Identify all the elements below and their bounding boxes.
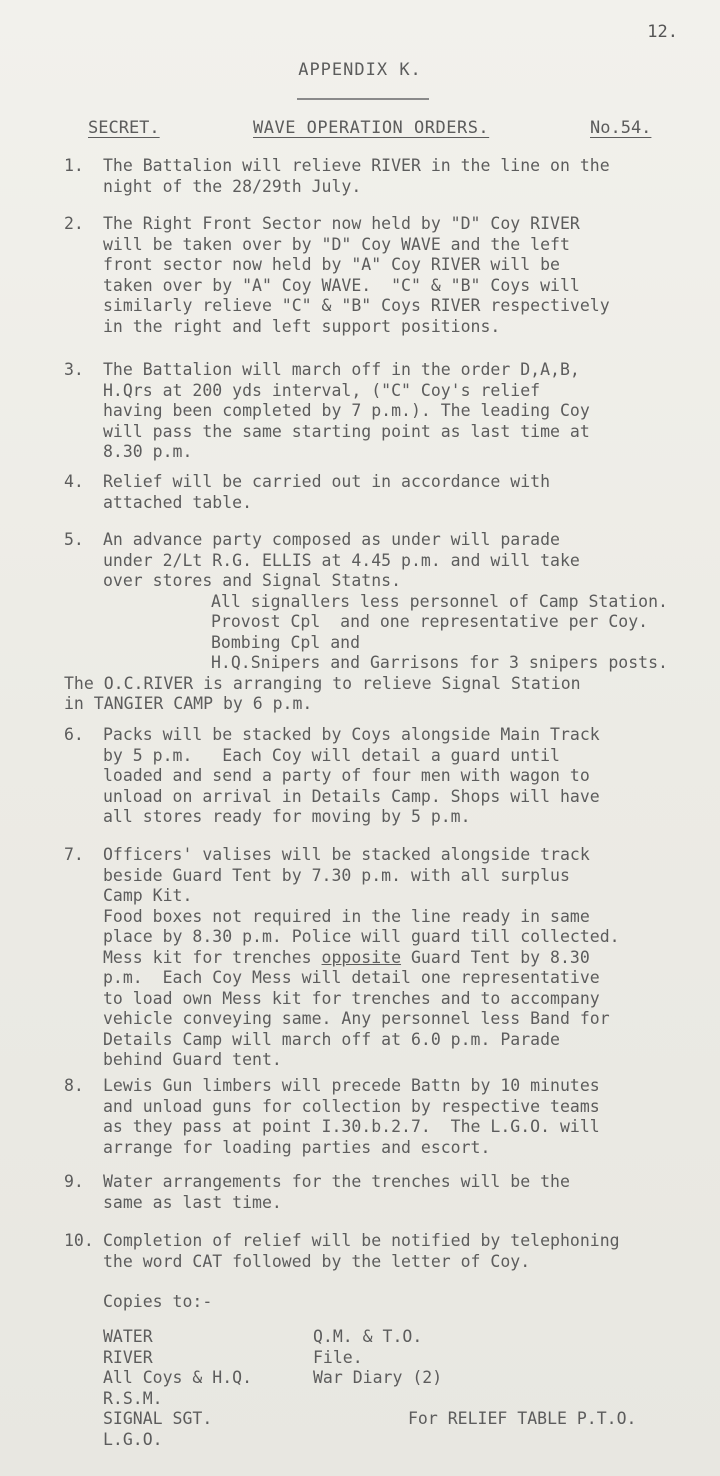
paragraph-line: H.Qrs at 200 yds interval, ("C" Coy's relief [103, 380, 541, 400]
paragraph-body [103, 725, 714, 828]
paragraph-number: 10. [64, 1231, 94, 1250]
copy-recipient: War Diary (2) [313, 1368, 443, 1387]
paragraph-line: Officers' valises will be stacked alongside track [103, 845, 590, 864]
paragraph-line: Packs will be stacked by Coys alongside Main Track [103, 725, 600, 744]
paragraph-line: H.Q.Snipers and Garrisons for 3 snipers posts. [211, 653, 668, 672]
order-paragraph [64, 214, 714, 337]
paragraph-line: same as last time. [103, 1192, 282, 1212]
order-paragraph [64, 472, 714, 513]
paragraph-tail [64, 674, 714, 715]
appendix-title: APPENDIX K. [298, 60, 422, 80]
paragraph-number: 3. [64, 360, 84, 379]
paragraph-line: Provost Cpl and one representative per Coy. [211, 612, 649, 631]
paragraph-line: Camp Kit. [103, 886, 193, 905]
copy-recipient: SIGNAL SGT. [103, 1409, 213, 1428]
order-paragraph [64, 530, 714, 715]
copy-recipient: RIVER [103, 1347, 153, 1367]
paragraph-line: the word CAT followed by the letter of Coy. [103, 1251, 531, 1271]
paragraph-number: 6. [64, 725, 84, 744]
paragraph-line: All signallers less personnel of Camp Station. [211, 591, 668, 611]
secret-label: SECRET. [88, 118, 160, 138]
paragraph-line: p.m. Each Coy Mess will detail one representative [103, 968, 600, 987]
paragraph-number: 7. [64, 845, 84, 864]
paragraph-line: Food boxes not required in the line ready in same [103, 906, 590, 926]
paragraph-line: Details Camp will march off at 6.0 p.m. Parade [103, 1029, 560, 1049]
paragraph-body [103, 472, 714, 513]
paragraph-body [103, 1172, 714, 1213]
paragraph-number: 9. [64, 1172, 84, 1191]
order-paragraph [64, 845, 714, 1071]
paragraph-number: 8. [64, 1076, 84, 1095]
copy-recipient: L.G.O. [103, 1429, 163, 1449]
paragraph-line: taken over by "A" Coy WAVE. "C" & "B" Coys will [103, 275, 580, 295]
paragraph-line: Completion of relief will be notified by telephoning [103, 1231, 620, 1250]
paragraph-line: 8.30 p.m. [103, 442, 193, 461]
copy-recipient: Q.M. & T.O. [313, 1327, 423, 1346]
paragraph-line: Water arrangements for the trenches will be the [103, 1172, 570, 1191]
order-paragraph [64, 1231, 714, 1272]
paragraph-line: as they pass at point I.30.b.2.7. The L.G.O. will [103, 1117, 600, 1136]
paragraph-line: loaded and send a party of four men with wagon to [103, 766, 590, 785]
paragraph-body [103, 1076, 714, 1158]
paragraph-line: Mess kit for trenches opposite Guard Tent by 8.30 [103, 947, 590, 967]
order-paragraph [64, 1172, 714, 1213]
copies-column-2 [313, 1327, 442, 1389]
copy-recipient: File. [313, 1347, 363, 1367]
paragraph-line: The Right Front Sector now held by "D" Coy RIVER [103, 214, 580, 233]
paragraph-line: vehicle conveying same. Any personnel less Band for [103, 1009, 610, 1028]
paragraph-line: front sector now held by "A" Coy RIVER will be [103, 255, 560, 274]
paragraph-number: 2. [64, 214, 84, 233]
paragraph-line: Bombing Cpl and [211, 632, 361, 652]
paragraph-line: by 5 p.m. Each Coy will detail a guard until [103, 745, 560, 765]
paragraph-line: unload on arrival in Details Camp. Shops will have [103, 786, 600, 806]
copy-recipient: All Coys & H.Q. [103, 1368, 253, 1387]
paragraph-line: beside Guard Tent by 7.30 p.m. with all surplus [103, 865, 570, 885]
paragraph-line: arrange for loading parties and escort. [103, 1137, 491, 1157]
paragraph-body [103, 360, 714, 463]
copies-column-1 [103, 1327, 252, 1450]
paragraph-line: in TANGIER CAMP by 6 p.m. [64, 694, 313, 713]
paragraph-line: will be taken over by "D" Coy WAVE and the left [103, 234, 570, 254]
paragraph-line: The Battalion will relieve RIVER in the line on the [103, 156, 610, 175]
paragraph-line: An advance party composed as under will parade [103, 530, 560, 549]
paragraph-line: behind Guard tent. [103, 1050, 282, 1069]
copy-recipient: WATER [103, 1327, 153, 1346]
paragraph-line: having been completed by 7 p.m.). The leading Coy [103, 401, 590, 420]
order-paragraph [64, 360, 714, 463]
paragraph-line: will pass the same starting point as last time at [103, 421, 590, 441]
paragraph-body [103, 1231, 714, 1272]
paragraph-number: 1. [64, 156, 84, 175]
paragraph-number: 4. [64, 472, 84, 491]
paragraph-number: 5. [64, 530, 84, 549]
order-paragraph [64, 156, 714, 197]
paragraph-body [64, 530, 714, 715]
paragraph-line: similarly relieve "C" & "B" Coys RIVER respectively [103, 296, 610, 315]
paragraph-line: over stores and Signal Statns. [103, 571, 402, 590]
paragraph-line: under 2/Lt R.G. ELLIS at 4.45 p.m. and will take [103, 550, 580, 570]
order-paragraph [64, 725, 714, 828]
order-paragraph [64, 1076, 714, 1158]
page-number: 12. [647, 22, 678, 42]
paragraph-body [103, 845, 714, 1071]
paragraph-line: night of the 28/29th July. [103, 176, 362, 196]
copies-heading: Copies to:- [103, 1292, 213, 1311]
copy-recipient: R.S.M. [103, 1388, 163, 1408]
paragraph-line: in the right and left support positions. [103, 316, 501, 336]
relief-table-note: For RELIEF TABLE P.T.O. [408, 1409, 637, 1428]
paragraph-line: all stores ready for moving by 5 p.m. [103, 807, 471, 826]
paragraph-line: Lewis Gun limbers will precede Battn by 10 minutes [103, 1076, 600, 1095]
order-number: No.54. [590, 118, 652, 138]
paragraph-line: The Battalion will march off in the order D,A,B, [103, 360, 580, 379]
paragraph-line: Relief will be carried out in accordance with [103, 472, 551, 491]
appendix-underline [297, 98, 429, 100]
paragraph-body [103, 214, 714, 337]
paragraph-line: and unload guns for collection by respective teams [103, 1096, 600, 1116]
paragraph-line: place by 8.30 p.m. Police will guard till collected. [103, 927, 620, 946]
paragraph-line: to load own Mess kit for trenches and to accompany [103, 988, 600, 1008]
paragraph-body [103, 156, 714, 197]
orders-title: WAVE OPERATION ORDERS. [253, 118, 490, 138]
paragraph-line: attached table. [103, 492, 253, 512]
paragraph-line: The O.C.RIVER is arranging to relieve Signal Station [64, 673, 581, 693]
